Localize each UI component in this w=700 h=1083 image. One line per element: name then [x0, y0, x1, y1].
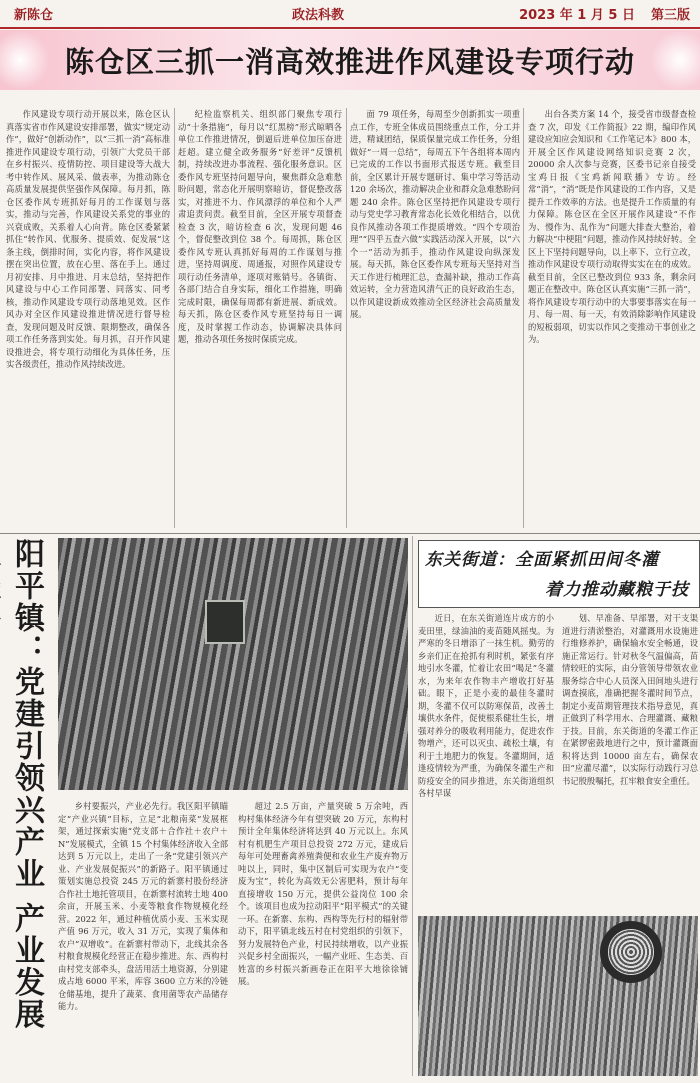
column-rule — [523, 108, 524, 528]
paper-name: 新陈仓 — [14, 8, 54, 23]
main-article — [6, 108, 696, 528]
article-text: 超过 2.5 万亩，产量突破 5 万余吨，西构村集体经济今年有望突破 20 万元，东构村预计全年集体经济将达到 40 万元以上。东风村有机肥生产项目总投资 272 万元，建成后每年可处理畜禽养殖粪便和农业生产废弃物万吨以上，同时，集中区制后可实现为农户“变废为宝”，转化为高效无公害肥料，预计每年直接增收 150 万元，提供公益岗位 100 余个。该项目也成为拉动阳平“阳平模式”的关键一环。在新寨、东构、西构等先行村的辐射带动下，阳平镇北线五村在村党组织的引领下，努力发展特色产业，村民持续增收，以产业振兴促乡村全面振兴，一幅产业旺、生态美、百姓富的乡村振兴新画卷正在阳平大地徐徐铺展。 — [238, 801, 408, 986]
headline-banner — [0, 30, 700, 90]
harvester-figure — [205, 600, 245, 644]
issue-date: 2023 年 1 月 5 日 — [519, 8, 635, 23]
article-text: 乡村要振兴，产业必先行。我区阳平镇瞄定“产业兴镇”目标，立足“北粮南菜”发展框架，通过探索实施“党支部＋合作社＋农户＋N”发展模式，全镇 15 个村集体经济收入全部达到 5 万元以上，走出了一条“党建引领兴产业、产业发展促振兴”的新路子。阳平镇通过策划实施总投资 245 万元的新寨村股份经济合作社土地托管项目，在新寨村流转土地 400 余亩，开展玉米、小麦等粮食作物规模化经营。2022 年，通过种植优质小麦、玉米实现产值 96 万元，收入 31 万元，实现了集体和农户“双增收”。在新寨村带动下，北线其余各村粮食规模化经营正在稳步推进。东、西构村由村党支部牵头，盘活用活土地资源，分别建成占地 6000 平米，库容 3600 立方米的冷链仓储基地，提升了蔬菜、食用菌等农产品储存能力。 — [58, 801, 228, 1011]
article-text: 作风建设专项行动开展以来，陈仓区认真落实省市作风建设安排部署，做实“规定动作”，做好“创新动作”，以“三抓一消”高标准推进作风建设专项行动，引领广大党员干部在乡村振兴、疫情防控、项目建设等大战大考中转作风、展风采、做表率，为推动陈仓高质量发展提供坚强作风保障。每月抓，陈仓区委作风专班抓好每月的工作谋划与落实，推动与完善，作风建设关系党的事业的兴衰成败，关系着人心向背。陈仓区委紧紧抓住“转作风、优服务、提质效、促发展”这条主线，倒排时间，实化内容，将作风建设摆在突出位置，放在心里、落在手上。通过月初安排、月中推进、月末总结，坚持把作风建设与中心工作同部署、同落实、同考核，推动作风建设专项行动落地见效。区作风办对全区作风建设推进情况进行督导检查，发现问题及时反馈、限期整改，确保各项工作任务落到实处。每月抓，召开作风建设推进会，将专项行动细化为具体任务，压实各级责任，推动作风持续改进。 — [6, 109, 170, 369]
side-story-body — [58, 800, 408, 1075]
article-column-1 — [6, 108, 170, 528]
story-divider — [412, 536, 413, 1076]
page-number: 第三版 — [650, 8, 690, 23]
right-story-headline-1: 东关街道：全面紧抓田间冬灌 — [425, 550, 659, 570]
main-headline: 陈仓区三抓一消高效推进作风建设专项行动 — [64, 44, 635, 79]
article-column-3 — [350, 108, 520, 528]
right-story-headline-box — [418, 540, 700, 608]
article-text: 纪检监察机关、组织部门聚焦专项行动“十条措施”，每月以“红黑榜”形式晾晒各单位工作推进情况，倒逼后进单位加压奋进赶超。建立健全政务服务“好差评”反馈机制，持续改进办事流程、强化服务意识。区委作风专班坚持问题导向，聚焦群众急难愁盼问题，常态化开展明察暗访，督促整改落实，对推进不力、作风漂浮的单位和个人严肃追责问责。截至目前，全区开展专项督查检查 3 次，暗访检查 6 次，发现问题 46 个，督促整改到位 38 个。每周抓，陈仓区委作风专班认真抓好每周的工作谋划与推进，坚持周调度、周通报，对照作风建设专项行动任务清单，逐项对账销号。各镇街、各部门结合自身实际，细化工作措施，明确完成时限，确保每周都有新进展、新成效。每天抓，陈仓区委作风专班坚持每日一调度，及时掌握工作动态，协调解决具体问题，推动各项任务按时保质完成。 — [178, 109, 342, 344]
article-text: 面 79 项任务，每周至少创新抓实一项重点工作，专班全体成员围绕重点工作，分工并进，精诚团结，保质保量完成工作任务，分组做好“一周一总结”，每周五下午各组将本周内已完成的工作以书面形式报送专班。截至目前，全区累计开展专题研讨、集中学习等活动 120 余场次，推动解决企业和群众急难愁盼问题 240 余件。陈仓区坚持把作风建设专项行动与党史学习教育常态化长效化相结合，以优良作风推动各项工作提质增效。“四个专项治理”“四乎五查六做”实践活动深入开展，以“六个一”活动为抓手，推动作风建设向纵深发展。每天抓，陈仓区委作风专班每天坚持对当天工作进行梳理汇总，查漏补缺，推动工作高效运转，全力营造风清气正的良好政治生态，以作风建设新成效推动全区经济社会高质量发展。 — [350, 109, 520, 319]
article-text: 出台各类方案 14 个，接受省市级督查检查 7 次，印发《工作简报》22 期，编印作风建设应知应会知识和《工作笔记本》800 本，开展全区作风建设网络知识竞赛 2 次，20000 余人次参与竞赛，区委书记亲自接受宝鸡日报《宝鸡新闻联播》专访。经常“消”，“消”既是作风建设的工作内容，又是提升工作效率的方法。也是提升工作质量的有力保障。陈仓区在全区开展作风建设“不作为、慢作为、乱作为”问题大排查大整治，着力解决“中梗阻”问题，推动作风持续好转。全区上下坚持问题导向，以上率下、立行立改，推动作风建设专项行动取得实实在在的成效。截至目前，全区已整改到位 933 条，剩余问题正在整改中。陈仓区认真实施“三抓一消”，将作风建设专项行动中的大事要事落实在每一月、每一周、每一天，有效消除影响作风建设的短板弱项，切实以作风之变推动干事创业之为。 — [528, 109, 696, 344]
right-story-body — [418, 612, 698, 910]
right-story-column-2 — [562, 612, 698, 910]
masthead — [0, 0, 700, 29]
side-story-title: 阳平镇：党建引领兴产业 产业发展 — [9, 538, 44, 1031]
photo-fields — [58, 538, 408, 790]
column-rule — [346, 108, 347, 528]
article-text: 划、早准备、早部署，对干支渠道进行清淤整治，对灌溉用水设施进行维修养护，确保输水安全畅通，设施正常运行。针对秋冬气温偏高，苗情较旺的实际，由分管领导带领农业服务综合中心人员深入田间地头进行调查摸底，准确把握冬灌时间节点，制定小麦苗期管理技术指导意见，真正做到了科学用水、合理灌溉、藏粮于技。目前，东关街道的冬灌工作正在紧锣密鼓地进行之中，预计灌溉面积将达到 10000 亩左右，确保农田“应灌尽灌”，以实际行动践行习总书记殷殷嘱托，扛牢粮食安全重任。 — [562, 613, 698, 786]
article-column-4 — [528, 108, 696, 528]
irrigation-reel-icon — [600, 921, 662, 983]
masthead-right — [519, 4, 700, 23]
section-divider — [0, 533, 700, 534]
farm-aerial-photo — [58, 538, 408, 790]
article-column-2 — [178, 108, 342, 528]
section-name: 政法科教 — [292, 8, 345, 23]
side-story-column-1 — [58, 800, 228, 1075]
side-story-column-2 — [238, 800, 408, 1075]
right-story-column-1 — [418, 612, 554, 910]
column-rule — [174, 108, 175, 528]
article-text: 近日，在东关街道连片成方的小麦田里，绿油油的麦苗随风摇曳。为严寒的冬日增添了一抹生机。勤劳的乡亲们正在抢抓有利时机，紧张有序地引水冬灌，忙着让农田“喝足”冬灌水，为来年农作物丰产增收打好基础。眼下，正是小麦的最佳冬灌时期，冬灌不仅可以防寒保苗，改善土壤供水条件，促使根系健壮生长，增强对养分的吸收利用能力，促进农作物增产，还可以灭虫、疏松土壤，有利于土地肥力的恢复。冬灌期间，适逢疫情较为严重，为确保冬灌生产和防疫安全的同步推进，东关街道组织各村早谋 — [418, 613, 554, 798]
banner-flare-right — [650, 30, 700, 90]
banner-flare-left — [0, 30, 50, 90]
right-story-headline-2: 着力推动藏粮于技 — [545, 580, 689, 600]
